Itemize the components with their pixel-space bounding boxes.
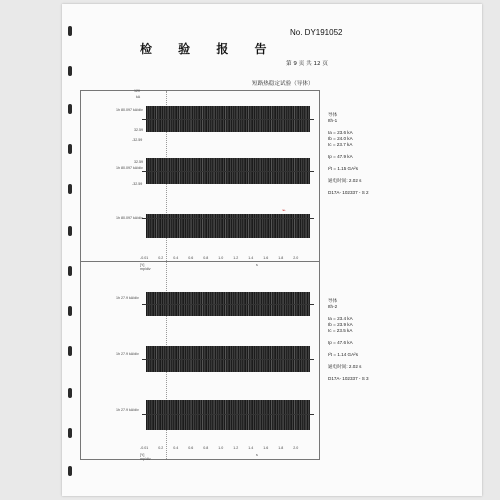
upper-tick: kA [136,95,141,99]
x-tick: 1.0 [218,256,224,260]
red-ink-mark: ⌁ [282,208,286,214]
lower-trace-1 [146,290,310,318]
current-c: Ic = 23.7 kA [328,142,353,147]
document-number: No. DY191052 [290,28,343,37]
zero-line [142,119,314,120]
waveform [146,400,310,430]
group-label: 导体 [328,112,338,117]
lower-trace-2-label: 1h 27.9 kA/div [116,352,139,356]
x-tick: 2.0 [293,446,299,450]
peak-current: Ip = 47.9 kA [328,154,353,159]
x-tick: 1.2 [233,256,239,260]
x-tick: 0.6 [188,446,194,450]
upper-tick: 120 [134,89,140,93]
upper-tick: -32.59 [132,182,143,186]
x-tick: 0.2 [158,256,164,260]
upper-tick: 32.59 [134,128,143,132]
lower-x-ticks [140,446,307,450]
x-tick: 1.8 [278,446,284,450]
lower-result-block [328,298,369,382]
zero-line [142,304,314,305]
sample-id: Ith-2 [328,304,338,309]
record-id: D17A- 102337 - S 2 [328,190,369,195]
upper-x-name: [Y] mp/div [140,263,151,271]
upper-trace-2 [146,156,310,186]
group-label: 导体 [328,298,338,303]
zero-line [142,359,314,360]
current-a: Ia = 23.6 kA [328,130,353,135]
current-b: Ib = 24.0 kA [328,136,353,141]
sample-id: Ith-1 [328,118,338,123]
page-counter: 第 9 页 共 12 页 [286,61,328,67]
current-a: Ia = 23.4 kA [328,316,353,321]
current-b: Ib = 23.9 kA [328,322,353,327]
upper-trace-2-label: 1h 80.097 kA/div [116,166,143,170]
x-tick: 0.8 [203,256,209,260]
lower-trace-1-label: 1h 27.9 kA/div [116,296,139,300]
current-c: Ic = 23.5 kA [328,328,353,333]
lower-trace-3-label: 1h 27.9 kA/div [116,408,139,412]
upper-x-unit: s [256,263,258,267]
upper-result-block [328,112,369,196]
upper-trace-1 [146,104,310,134]
zero-line [142,414,314,415]
x-tick: 0.2 [158,446,164,450]
upper-tick: 32.59 [134,160,143,164]
zero-line [142,171,314,172]
duration: 通电时间: 2.02 s [328,364,362,369]
i2t-value: I²t = 1.15 GA²s [328,166,358,171]
x-tick: 1.4 [248,446,254,450]
record-id: D17A- 102337 - S 3 [328,376,369,381]
x-tick: 1.6 [263,446,269,450]
duration: 通电时间: 2.02 s [328,178,362,183]
x-tick: 1.0 [218,446,224,450]
peak-current: Ip = 47.6 kA [328,340,353,345]
upper-trace-3-label: 1h 80.097 kA/div [116,216,143,220]
x-tick: 1.6 [263,256,269,260]
x-tick: 1.8 [278,256,284,260]
upper-trace-1-label: 1h 80.097 kA/div [116,108,143,112]
lower-trace-3 [146,398,310,432]
x-tick: 0.4 [173,446,179,450]
test-name: 短路热稳定试验（导体） [252,81,314,87]
upper-trace-3 [146,212,310,240]
x-tick: 0.8 [203,446,209,450]
x-tick: -0.01 [140,446,149,450]
x-tick: -0.01 [140,256,149,260]
upper-tick: -32.59 [132,138,143,142]
lower-trace-2 [146,344,310,374]
lower-x-unit: s [256,453,258,457]
page-title: 检 验 报 告 [140,42,278,56]
lower-x-name: [Y] mp/div [140,453,151,461]
zero-line [142,218,314,219]
x-tick: 1.4 [248,256,254,260]
upper-x-ticks [140,256,307,260]
frame-divider [81,261,319,262]
x-tick: 0.6 [188,256,194,260]
x-tick: 2.0 [293,256,299,260]
x-tick: 0.4 [173,256,179,260]
i2t-value: I²t = 1.14 GA²s [328,352,358,357]
x-tick: 1.2 [233,446,239,450]
